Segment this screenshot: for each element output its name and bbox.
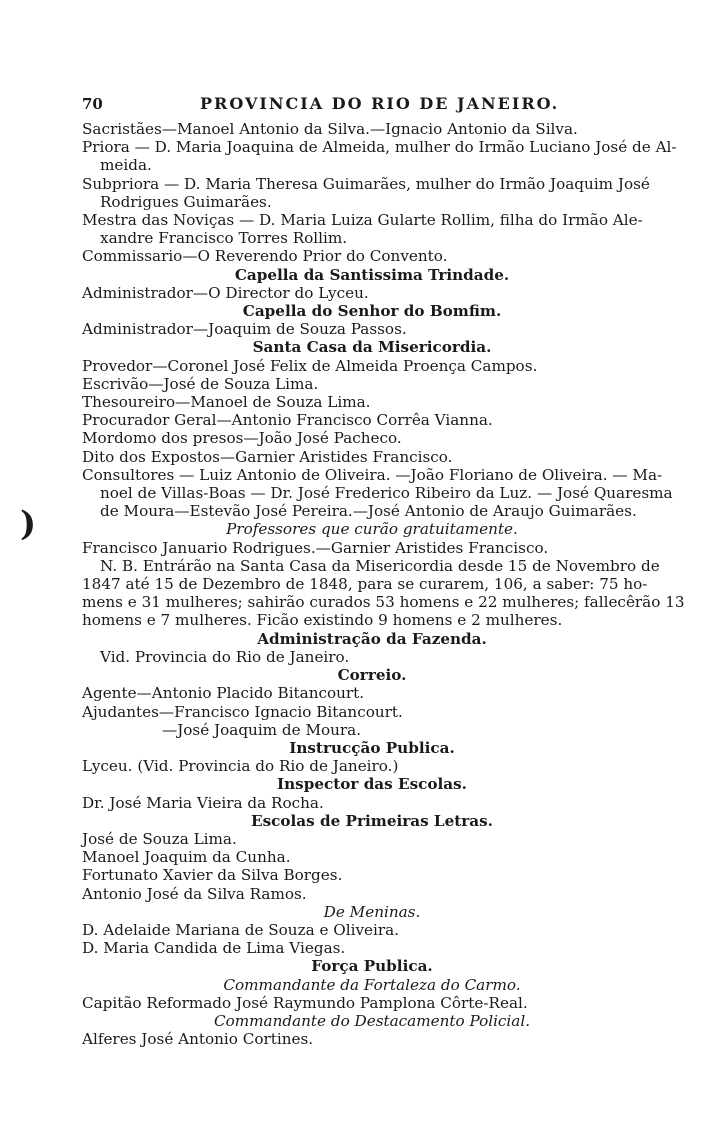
text-line: Manoel Joaquim da Cunha. — [82, 848, 291, 867]
section-heading: Inspector das Escolas. — [277, 775, 467, 794]
text-line: Priora — D. Maria Joaquina de Almeida, mulher do Irmão Luciano José de Al- — [82, 138, 677, 157]
text-line: Ajudantes—Francisco Ignacio Bitancourt. — [82, 702, 403, 721]
text-line: Alferes José Antonio Cortines. — [82, 1030, 314, 1049]
text-line: Administrador—Joaquim de Souza Passos. — [82, 320, 407, 339]
section-heading: Escolas de Primeiras Letras. — [251, 811, 493, 830]
section-heading: Professores que curão gratuitamente. — [226, 520, 518, 539]
text-line: Escrivão—José de Souza Lima. — [82, 374, 319, 393]
text-line: Procurador Geral—Antonio Francisco Corrêa Vianna. — [82, 411, 493, 430]
text-line: Antonio José da Silva Ramos. — [82, 884, 307, 903]
text-line: 1847 até 15 de Dezembro de 1848, para se curarem, 106, a saber: 75 ho- — [82, 575, 648, 594]
section-heading: Capella do Senhor do Bomfim. — [242, 302, 502, 321]
text-line: Administrador—O Director do Lyceu. — [82, 283, 369, 302]
text-line: Vid. Provincia do Rio de Janeiro. — [100, 647, 350, 666]
text-line: —José Joaquim de Moura. — [162, 720, 362, 739]
section-heading: Administração da Fazenda. — [257, 629, 487, 648]
page-header — [82, 95, 562, 117]
text-line: de Moura—Estevão José Pereira.—José Antonio de Araujo Guimarães. — [100, 502, 637, 521]
text-line: N. B. Entrárão na Santa Casa da Misericordia desde 15 de Novembro de — [100, 556, 660, 575]
text-line: D. Adelaide Mariana de Souza e Oliveira. — [82, 920, 400, 939]
section-heading: Santa Casa da Misericordia. — [252, 338, 492, 357]
section-heading: De Meninas. — [323, 902, 421, 921]
section-heading: Commandante da Fortaleza do Carmo. — [223, 975, 521, 994]
text-line: Capitão Reformado José Raymundo Pamplona Côrte-Real. — [82, 993, 528, 1012]
text-line: D. Maria Candida de Lima Viegas. — [82, 939, 346, 958]
text-line: Agente—Antonio Placido Bitancourt. — [82, 684, 365, 703]
text-line: Subpriora — D. Maria Theresa Guimarães, mulher do Irmão Joaquim José — [82, 174, 650, 193]
margin-bracket-mark: ) — [20, 504, 37, 544]
text-line: Thesoureiro—Manoel de Souza Lima. — [82, 393, 371, 412]
section-heading: Força Publica. — [311, 957, 433, 976]
text-line: noel de Villas-Boas — Dr. José Frederico Ribeiro da Luz. — José Quaresma — [100, 484, 673, 503]
text-line: José de Souza Lima. — [82, 829, 237, 848]
text-line: Rodrigues Guimarães. — [100, 192, 272, 211]
text-line: meida. — [100, 156, 152, 175]
text-line: Francisco Januario Rodrigues.—Garnier Aristides Francisco. — [82, 538, 549, 557]
text-line: xandre Francisco Torres Rollim. — [100, 229, 348, 248]
section-heading: Commandante do Destacamento Policial. — [213, 1011, 531, 1030]
page-number: 70 — [82, 95, 103, 113]
section-heading: Instrucção Publica. — [289, 738, 455, 757]
text-line: Sacristães—Manoel Antonio da Silva.—Ignacio Antonio da Silva. — [82, 120, 578, 138]
text-line: Provedor—Coronel José Felix de Almeida Proença Campos. — [82, 356, 538, 375]
text-line: Lyceu. (Vid. Provincia do Rio de Janeiro.) — [82, 757, 399, 776]
document-body — [82, 120, 685, 1049]
text-line: Mestra das Noviças — D. Maria Luiza Gularte Rollim, filha do Irmão Ale- — [82, 211, 643, 230]
text-line: mens e 31 mulheres; sahirão curados 53 homens e 22 mulheres; fallecêrão 13 — [82, 593, 685, 612]
text-line: homens e 7 mulheres. Ficão existindo 9 homens e 2 mulheres. — [82, 611, 563, 630]
text-line: Consultores — Luiz Antonio de Oliveira. —João Floriano de Oliveira. — Ma- — [82, 465, 663, 484]
section-heading: Correio. — [337, 666, 407, 685]
text-line: Dito dos Expostos—Garnier Aristides Francisco. — [82, 447, 453, 466]
text-line: Commissario—O Reverendo Prior do Convento. — [82, 247, 448, 266]
text-line: Mordomo dos presos—João José Pacheco. — [82, 429, 402, 448]
section-heading: Capella da Santissima Trindade. — [234, 265, 510, 284]
text-line: Fortunato Xavier da Silva Borges. — [82, 866, 343, 885]
text-line: Dr. José Maria Vieira da Rocha. — [82, 793, 324, 812]
page-title: PROVINCIA DO RIO DE JANEIRO. — [200, 94, 560, 113]
